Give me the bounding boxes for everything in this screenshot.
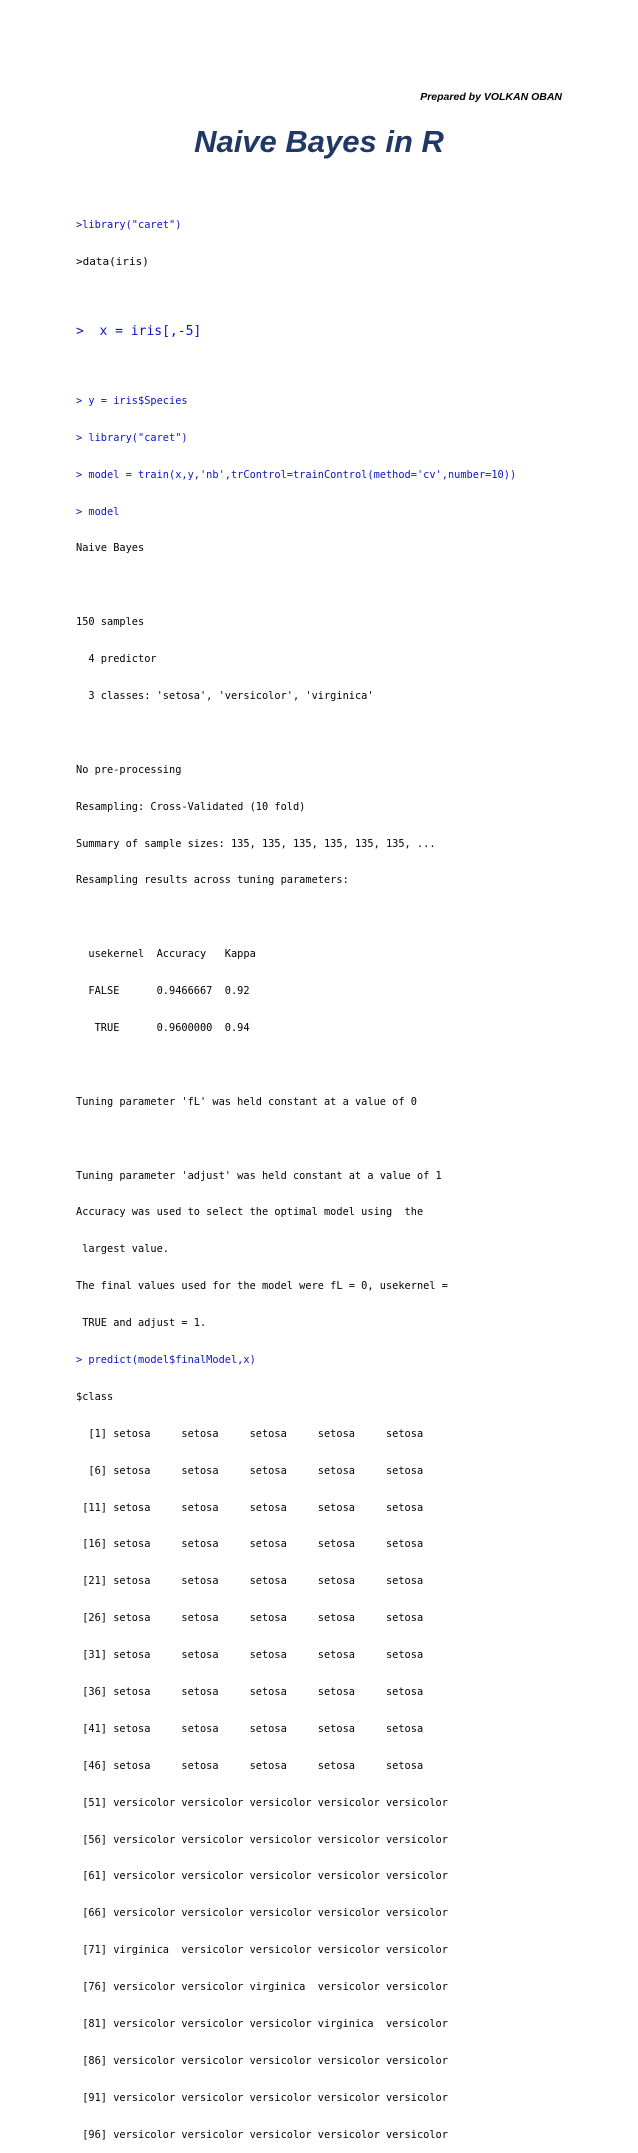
prediction-row: [76] versicolor versicolor virginica versicolor versicolor bbox=[76, 1981, 448, 1994]
output-line: 4 predictor bbox=[76, 653, 157, 666]
output-line: TRUE and adjust = 1. bbox=[76, 1317, 207, 1330]
results-table-row: FALSE 0.9466667 0.92 bbox=[76, 985, 250, 998]
input-line: >library("caret") bbox=[76, 218, 182, 231]
output-line: largest value. bbox=[76, 1243, 169, 1256]
prediction-row: [61] versicolor versicolor versicolor versicolor versicolor bbox=[76, 1870, 448, 1883]
prediction-row: [26] setosa setosa setosa setosa setosa bbox=[76, 1612, 424, 1625]
output-line: The final values used for the model were fL = 0, usekernel = bbox=[76, 1280, 448, 1293]
prediction-row: [11] setosa setosa setosa setosa setosa bbox=[76, 1501, 424, 1514]
input-line: > model bbox=[76, 505, 120, 518]
prediction-row: [31] setosa setosa setosa setosa setosa bbox=[76, 1649, 424, 1662]
output-line: Tuning parameter 'fL' was held constant at a value of 0 bbox=[76, 1095, 417, 1108]
prediction-row: [66] versicolor versicolor versicolor versicolor versicolor bbox=[76, 1907, 448, 1920]
output-line: Resampling results across tuning parameters: bbox=[76, 874, 349, 887]
output-line: Summary of sample sizes: 135, 135, 135, 135, 135, 135, ... bbox=[76, 837, 436, 850]
prediction-row: [16] setosa setosa setosa setosa setosa bbox=[76, 1538, 424, 1551]
prediction-row: [71] virginica versicolor versicolor versicolor versicolor bbox=[76, 1944, 448, 1957]
results-table-row: TRUE 0.9600000 0.94 bbox=[76, 1022, 250, 1034]
output-line: No pre-processing bbox=[76, 763, 182, 776]
prediction-row: [91] versicolor versicolor versicolor versicolor versicolor bbox=[76, 2091, 448, 2104]
output-line: Resampling: Cross-Validated (10 fold) bbox=[76, 800, 306, 813]
output-line: 150 samples bbox=[76, 616, 145, 629]
prediction-row: [41] setosa setosa setosa setosa setosa bbox=[76, 1722, 424, 1735]
document-title: Naive Bayes in R bbox=[194, 124, 444, 159]
input-line: > x = iris[,-5] bbox=[76, 323, 202, 339]
input-line: > y = iris$Species bbox=[76, 394, 188, 407]
prediction-row: [96] versicolor versicolor versicolor versicolor versicolor bbox=[76, 2128, 448, 2141]
prediction-row: [56] versicolor versicolor versicolor versicolor versicolor bbox=[76, 1833, 448, 1846]
prediction-row: [36] setosa setosa setosa setosa setosa bbox=[76, 1686, 424, 1699]
prediction-row: [51] versicolor versicolor versicolor versicolor versicolor bbox=[76, 1796, 448, 1809]
input-line: > predict(model$finalModel,x) bbox=[76, 1354, 256, 1367]
r-console-transcript bbox=[76, 194, 516, 2153]
prediction-row: [6] setosa setosa setosa setosa setosa bbox=[76, 1464, 424, 1477]
results-table-header: usekernel Accuracy Kappa bbox=[76, 948, 256, 961]
prediction-row: [21] setosa setosa setosa setosa setosa bbox=[76, 1575, 424, 1588]
prepared-by-credit: Prepared by VOLKAN OBAN bbox=[420, 91, 562, 103]
prediction-row: [46] setosa setosa setosa setosa setosa bbox=[76, 1759, 424, 1772]
prediction-row: [1] setosa setosa setosa setosa setosa bbox=[76, 1427, 424, 1440]
input-line: >data(iris) bbox=[76, 255, 149, 269]
output-line: Naive Bayes bbox=[76, 542, 145, 555]
prediction-row: [81] versicolor versicolor versicolor virginica versicolor bbox=[76, 2018, 448, 2031]
output-line: $class bbox=[76, 1390, 114, 1403]
prediction-row: [86] versicolor versicolor versicolor versicolor versicolor bbox=[76, 2054, 448, 2067]
input-line: > model = train(x,y,'nb',trControl=trainControl(method='cv',number=10)) bbox=[76, 468, 517, 481]
input-line: > library("caret") bbox=[76, 431, 188, 444]
output-line: 3 classes: 'setosa', 'versicolor', 'virginica' bbox=[76, 689, 374, 702]
output-line: Tuning parameter 'adjust' was held constant at a value of 1 bbox=[76, 1169, 442, 1182]
output-line: Accuracy was used to select the optimal model using the bbox=[76, 1206, 424, 1219]
